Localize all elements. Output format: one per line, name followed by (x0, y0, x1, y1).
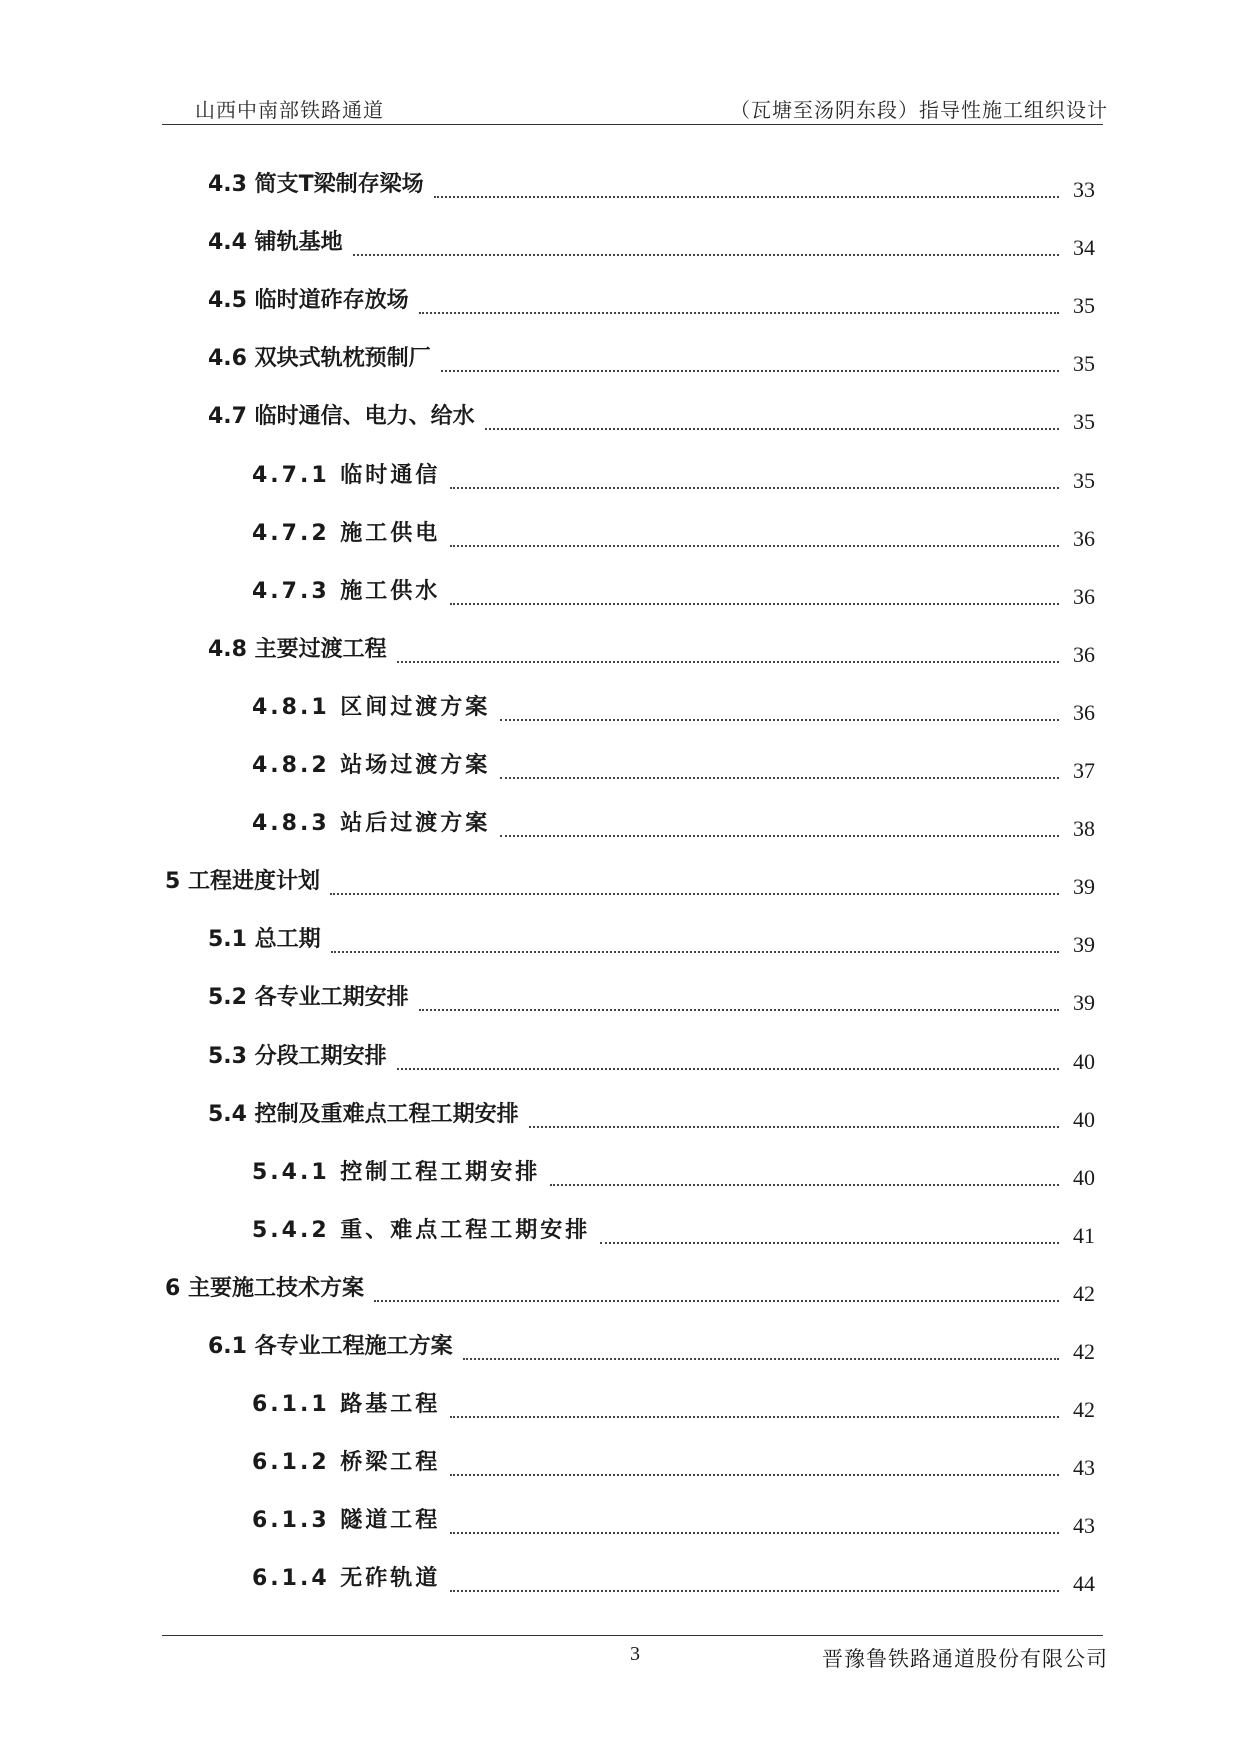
toc-dot-leader (463, 1357, 1059, 1360)
toc-entry[interactable] (208, 1334, 1095, 1368)
toc-dot-leader (485, 427, 1059, 430)
toc-entry-page: 33 (1073, 177, 1095, 202)
toc-dot-leader (500, 776, 1059, 779)
toc-entry-page: 40 (1073, 1049, 1095, 1074)
toc-entry[interactable] (252, 811, 1095, 845)
header-document-subtitle: （瓦塘至汤阴东段）指导性施工组织设计 (730, 98, 1108, 122)
toc-dot-leader (434, 195, 1059, 198)
toc-entry-label: 4.3 简支T梁制存梁场 (208, 172, 424, 197)
toc-dot-leader (450, 486, 1059, 489)
toc-entry[interactable] (252, 753, 1095, 787)
toc-dot-leader (450, 602, 1059, 605)
toc-entry-label: 6.1.4 无砟轨道 (252, 1566, 441, 1591)
toc-dot-leader (600, 1241, 1059, 1244)
toc-dot-leader (353, 253, 1059, 256)
toc-dot-leader (441, 369, 1059, 372)
toc-entry-page: 35 (1073, 351, 1095, 376)
toc-entry-label: 6.1.3 隧道工程 (252, 1508, 441, 1533)
toc-entry-page: 43 (1073, 1455, 1095, 1480)
toc-entry-page: 36 (1073, 642, 1095, 667)
toc-entry-page: 40 (1073, 1165, 1095, 1190)
toc-entry-page: 39 (1073, 874, 1095, 899)
toc-entry-label: 4.7.1 临时通信 (252, 463, 441, 488)
toc-dot-leader (500, 718, 1059, 721)
toc-entry[interactable] (208, 404, 1095, 438)
toc-entry-label: 5 工程进度计划 (165, 869, 320, 894)
toc-entry[interactable] (208, 985, 1095, 1019)
page-number: 3 (630, 1643, 640, 1665)
toc-entry-page: 42 (1073, 1397, 1095, 1422)
toc-entry[interactable] (208, 346, 1095, 380)
toc-entry[interactable] (165, 1276, 1095, 1310)
toc-entry-label: 4.6 双块式轨枕预制厂 (208, 346, 431, 371)
toc-dot-leader (450, 544, 1059, 547)
toc-entry-page: 37 (1073, 758, 1095, 783)
toc-entry-label: 6.1.2 桥梁工程 (252, 1450, 441, 1475)
toc-dot-leader (374, 1299, 1059, 1302)
header-divider (162, 124, 1103, 125)
toc-entry-page: 36 (1073, 700, 1095, 725)
toc-dot-leader (450, 1589, 1059, 1592)
toc-entry[interactable] (208, 172, 1095, 206)
toc-dot-leader (330, 892, 1059, 895)
toc-entry-label: 5.3 分段工期安排 (208, 1044, 387, 1069)
toc-entry[interactable] (208, 230, 1095, 264)
toc-entry-label: 6.1.1 路基工程 (252, 1392, 441, 1417)
toc-entry-page: 39 (1073, 932, 1095, 957)
toc-entry-label: 4.8.3 站后过渡方案 (252, 811, 491, 836)
toc-entry-page: 42 (1073, 1339, 1095, 1364)
toc-entry-label: 5.4.1 控制工程工期安排 (252, 1160, 541, 1185)
toc-entry[interactable] (208, 1102, 1095, 1136)
toc-entry-page: 39 (1073, 990, 1095, 1015)
toc-entry-page: 41 (1073, 1223, 1095, 1248)
toc-entry[interactable] (208, 927, 1095, 961)
toc-entry[interactable] (252, 1508, 1095, 1542)
footer-divider (162, 1635, 1103, 1636)
toc-dot-leader (550, 1183, 1059, 1186)
toc-entry-page: 36 (1073, 584, 1095, 609)
toc-entry-page: 36 (1073, 526, 1095, 551)
toc-entry-page: 42 (1073, 1281, 1095, 1306)
toc-dot-leader (450, 1531, 1059, 1534)
toc-dot-leader (419, 1008, 1059, 1011)
toc-entry-label: 4.7.2 施工供电 (252, 521, 441, 546)
toc-entry-label: 5.4 控制及重难点工程工期安排 (208, 1102, 519, 1127)
toc-entry-page: 43 (1073, 1513, 1095, 1538)
toc-entry-page: 35 (1073, 409, 1095, 434)
toc-entry[interactable] (252, 695, 1095, 729)
toc-entry-page: 35 (1073, 293, 1095, 318)
toc-entry-label: 5.1 总工期 (208, 927, 321, 952)
toc-dot-leader (529, 1125, 1059, 1128)
toc-entry-label: 4.8 主要过渡工程 (208, 637, 387, 662)
toc-entry[interactable] (252, 521, 1095, 555)
toc-entry-label: 4.7 临时通信、电力、给水 (208, 404, 475, 429)
toc-dot-leader (500, 834, 1059, 837)
toc-dot-leader (397, 660, 1059, 663)
toc-entry-label: 4.8.2 站场过渡方案 (252, 753, 491, 778)
toc-entry-label: 4.7.3 施工供水 (252, 579, 441, 604)
toc-entry[interactable] (252, 1160, 1095, 1194)
toc-entry[interactable] (252, 1218, 1095, 1252)
toc-entry-page: 40 (1073, 1107, 1095, 1132)
toc-entry[interactable] (252, 1392, 1095, 1426)
toc-entry-page: 44 (1073, 1571, 1095, 1596)
toc-entry[interactable] (208, 1044, 1095, 1078)
toc-dot-leader (450, 1415, 1059, 1418)
toc-entry[interactable] (208, 637, 1095, 671)
toc-entry-label: 4.5 临时道砟存放场 (208, 288, 409, 313)
toc-entry-page: 38 (1073, 816, 1095, 841)
toc-dot-leader (331, 950, 1059, 953)
toc-entry-label: 5.2 各专业工期安排 (208, 985, 409, 1010)
toc-entry-label: 5.4.2 重、难点工程工期安排 (252, 1218, 591, 1243)
toc-entry[interactable] (252, 579, 1095, 613)
toc-entry-label: 4.4 铺轨基地 (208, 230, 343, 255)
toc-entry[interactable] (165, 869, 1095, 903)
toc-entry[interactable] (252, 1566, 1095, 1600)
toc-dot-leader (419, 311, 1059, 314)
toc-entry[interactable] (252, 463, 1095, 497)
toc-entry[interactable] (208, 288, 1095, 322)
toc-entry-label: 6 主要施工技术方案 (165, 1276, 364, 1301)
footer-company: 晋豫鲁铁路通道股份有限公司 (822, 1647, 1108, 1671)
toc-entry-label: 6.1 各专业工程施工方案 (208, 1334, 453, 1359)
toc-dot-leader (450, 1473, 1059, 1476)
toc-entry-page: 34 (1073, 235, 1095, 260)
toc-dot-leader (397, 1067, 1059, 1070)
toc-entry-page: 35 (1073, 468, 1095, 493)
toc-entry-label: 4.8.1 区间过渡方案 (252, 695, 491, 720)
header-document-title: 山西中南部铁路通道 (195, 98, 384, 122)
toc-entry[interactable] (252, 1450, 1095, 1484)
